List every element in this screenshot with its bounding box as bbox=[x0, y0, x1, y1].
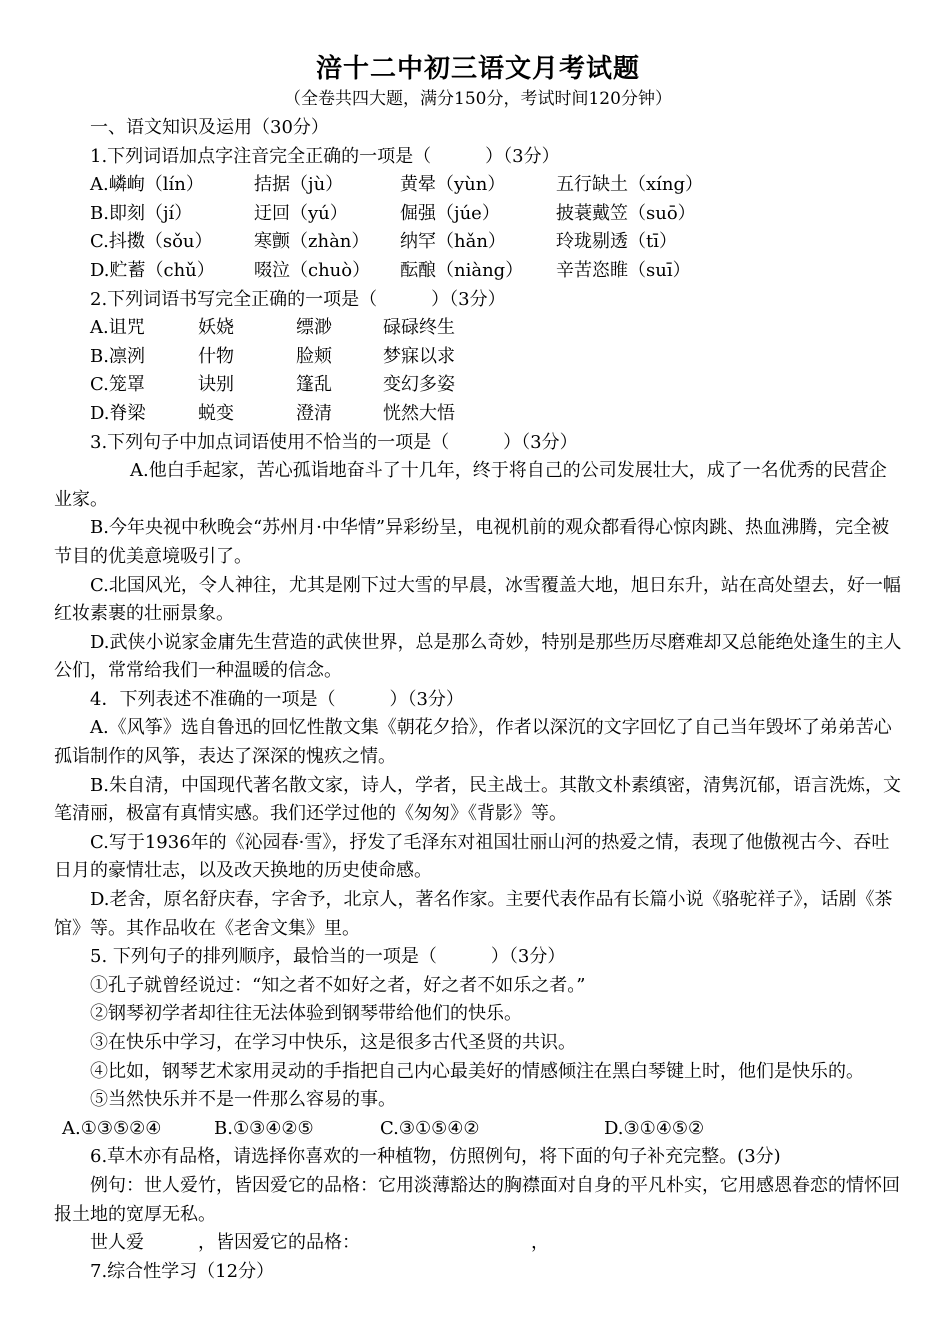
section-heading: 一、语文知识及运用（30分） bbox=[90, 117, 329, 138]
q1-word: D.贮蓄（chǔ） bbox=[90, 259, 215, 281]
q5-option: C.③①⑤④② bbox=[380, 1117, 480, 1139]
q1-word: 黄晕（yùn） bbox=[400, 174, 506, 196]
page-subtitle: （全卷共四大题，满分150分，考试时间120分钟） bbox=[284, 89, 672, 109]
q2-option-row bbox=[54, 400, 902, 429]
question-6-stem: 6.草木亦有品格，请选择你喜欢的一种植物，仿照例句，将下面的句子补充完整。(3分) bbox=[90, 1146, 781, 1168]
q1-word: 披蓑戴笠（suō） bbox=[556, 202, 696, 224]
q1-word: 五行缺土（xíng） bbox=[556, 174, 704, 196]
q3-option-d: D.武侠小说家金庸先生营造的武侠世界，总是那么奇妙，特别是那些历尽磨难却又总能绝处逢生的主人公们，常常给我们一种温暖的信念。 bbox=[54, 631, 902, 682]
q6-example: 例句：世人爱竹，皆因爱它的品格：它用淡薄豁达的胸襟面对自身的平凡朴实，它用感恩眷恋的情怀回报土地的宽厚无私。 bbox=[54, 1174, 900, 1225]
q2-word: B.凛洌 bbox=[90, 345, 145, 367]
question-3-stem: 3.下列句子中加点词语使用不恰当的一项是（ ）（3分） bbox=[90, 431, 578, 453]
q2-word: 变幻多姿 bbox=[383, 374, 455, 396]
q5-sentence-4: ④比如，钢琴艺术家用灵动的手指把自己内心最美好的情感倾注在黑白琴键上时，他们是快乐的。 bbox=[90, 1060, 864, 1082]
q3-option-b: B.今年央视中秋晚会“苏州月·中华情”异彩纷呈，电视机前的观众都看得心惊肉跳、热血沸腾，完全被节目的优美意境吸引了。 bbox=[54, 517, 890, 567]
q2-word: 蜕变 bbox=[198, 402, 234, 424]
question-5-stem: 5. 下列句子的排列顺序，最恰当的一项是（ ）（3分） bbox=[90, 946, 566, 968]
q2-word: 诀别 bbox=[198, 374, 234, 396]
q1-word: 酝酿（niàng） bbox=[400, 259, 524, 281]
q5-options bbox=[54, 1115, 902, 1144]
q2-word: 篷乱 bbox=[296, 374, 332, 396]
q5-option: B.①③④②⑤ bbox=[214, 1117, 314, 1139]
q2-word: 什物 bbox=[198, 345, 234, 367]
q5-sentence-5: ⑤当然快乐并不是一件那么容易的事。 bbox=[90, 1089, 396, 1111]
q6-answer-blank: 世人爱 ，皆因爱它的品格： ， bbox=[90, 1232, 549, 1254]
q1-option-row bbox=[54, 228, 902, 257]
q5-sentence-3: ③在快乐中学习，在学习中快乐，这是很多古代圣贤的共识。 bbox=[90, 1032, 576, 1053]
q1-word: 辛苦恣睢（suī） bbox=[556, 259, 691, 281]
question-4-stem: 4．下列表述不准确的一项是（ ）（3分） bbox=[90, 688, 464, 710]
q2-option-row bbox=[54, 343, 902, 372]
q2-option-row bbox=[54, 371, 902, 400]
q2-word: 澄清 bbox=[296, 402, 332, 424]
q2-word: A.诅咒 bbox=[90, 317, 145, 339]
q2-word: 恍然大悟 bbox=[383, 402, 455, 424]
q1-word: B.即刻（jí） bbox=[90, 202, 193, 224]
q2-word: 脸颊 bbox=[296, 345, 332, 367]
question-1-stem: 1.下列词语加点字注音完全正确的一项是（ ）（3分） bbox=[90, 145, 560, 167]
q3-option-c: C.北国风光，令人神往，尤其是刚下过大雪的早晨，冰雪覆盖大地，旭日东升，站在高处望去，好一幅红妆素裹的壮丽景象。 bbox=[54, 574, 901, 625]
q3-option-a: A.他白手起家，苦心孤诣地奋斗了十几年，终于将自己的公司发展壮大，成了一名优秀的民营企业家。 bbox=[54, 460, 887, 510]
question-2-stem: 2.下列词语书写完全正确的一项是（ ）（3分） bbox=[90, 288, 506, 310]
q5-option: A.①③⑤②④ bbox=[62, 1117, 162, 1139]
q2-word: 碌碌终生 bbox=[383, 317, 455, 339]
q1-word: 迂回（yú） bbox=[254, 202, 348, 224]
q1-word: A.嶙峋（lín） bbox=[90, 174, 204, 196]
q4-option-d: D.老舍，原名舒庆春，字舍予，北京人，著名作家。主要代表作品有长篇小说《骆驼祥子》，话剧《茶馆》等。其作品收在《老舍文集》里。 bbox=[54, 889, 893, 939]
question-7-stem: 7.综合性学习（12分） bbox=[90, 1260, 275, 1282]
q2-word: 梦寐以求 bbox=[383, 345, 455, 367]
q1-word: 玲珑剔透（tī） bbox=[556, 231, 677, 253]
page-title: 涪十二中初三语文月考试题 bbox=[315, 54, 640, 84]
q1-word: 拮据（jù） bbox=[254, 174, 344, 196]
q1-option-row bbox=[54, 257, 902, 286]
q2-option-row bbox=[54, 314, 902, 343]
q1-word: 啜泣（chuò） bbox=[254, 259, 371, 281]
q2-word: D.脊梁 bbox=[90, 402, 146, 424]
q2-word: 妖娆 bbox=[198, 317, 234, 339]
q2-word: 缥渺 bbox=[296, 317, 332, 339]
q1-option-row bbox=[54, 200, 902, 229]
q4-option-b: B.朱自清，中国现代著名散文家，诗人，学者，民主战士。其散文朴素缜密，清隽沉郁，语言洗炼，文笔清丽，极富有真情实感。我们还学过他的《匆匆》《背影》等。 bbox=[54, 774, 901, 825]
q4-option-c: C.写于1936年的《沁园春·雪》，抒发了毛泽东对祖国壮丽山河的热爱之情，表现了他傲视古今、吞吐日月的豪情壮志，以及改天换地的历史使命感。 bbox=[54, 831, 890, 882]
q1-word: 纳罕（hǎn） bbox=[400, 231, 506, 253]
q1-word: 倔强（júe） bbox=[400, 202, 500, 224]
q5-sentence-1: ①孔子就曾经说过：“知之者不如好之者，好之者不如乐之者。” bbox=[90, 974, 586, 996]
q2-word: C.笼罩 bbox=[90, 374, 145, 396]
q4-option-a: A.《风筝》选自鲁迅的回忆性散文集《朝花夕拾》，作者以深沉的文字回忆了自己当年毁坏了弟弟苦心孤诣制作的风筝，表达了深深的愧疚之情。 bbox=[54, 717, 892, 768]
q1-word: C.抖擞（sǒu） bbox=[90, 231, 213, 253]
q1-option-row bbox=[54, 171, 902, 200]
q5-option: D.③①④⑤② bbox=[604, 1117, 705, 1139]
q5-sentence-2: ②钢琴初学者却往往无法体验到钢琴带给他们的快乐。 bbox=[90, 1003, 522, 1025]
q1-word: 寒颤（zhàn） bbox=[254, 231, 370, 253]
